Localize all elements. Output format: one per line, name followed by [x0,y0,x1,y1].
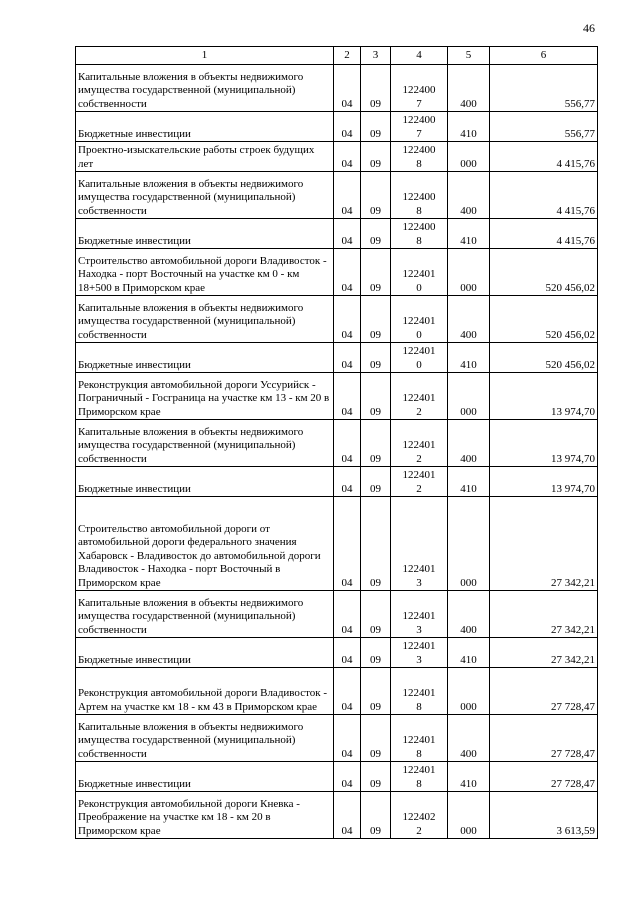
target-code-bottom: 0 [416,281,422,294]
target-code-bottom: 8 [416,700,422,713]
subsection-cell: 09 [361,343,391,373]
section-cell: 04 [334,343,361,373]
target-code-cell [391,715,448,762]
target-code-top: 122400 [402,221,436,234]
section-cell: 04 [334,668,361,715]
amount-cell: 520 456,02 [490,249,598,296]
target-code-bottom: 0 [416,328,422,341]
target-code-cell [391,762,448,792]
target-code-top: 122401 [402,469,436,482]
target-code-bottom: 2 [416,824,422,837]
expense-type-cell: 000 [448,792,490,839]
target-code-bottom: 8 [416,157,422,170]
target-code-cell [391,591,448,638]
header-cell-5: 5 [448,47,490,65]
target-code-bottom: 3 [416,576,422,589]
section-cell: 04 [334,420,361,467]
target-code-top: 122401 [402,345,436,358]
subsection-cell: 09 [361,296,391,343]
target-code-cell [391,420,448,467]
header-cell-6: 6 [490,47,598,65]
target-code-top: 122401 [402,563,436,576]
target-code-top: 122400 [402,114,436,127]
item-name-cell: Бюджетные инвестиции [76,467,334,497]
target-code-bottom: 2 [416,482,422,495]
target-code-cell [391,373,448,420]
amount-cell: 27 342,21 [490,497,598,591]
expense-type-cell: 400 [448,296,490,343]
table-row [76,668,598,715]
table-row [76,296,598,343]
expense-type-cell: 000 [448,142,490,172]
table-row [76,762,598,792]
target-code-top: 122401 [402,392,436,405]
target-code-top: 122400 [402,144,436,157]
target-code-top: 122402 [402,811,436,824]
item-name-cell: Бюджетные инвестиции [76,343,334,373]
item-name-cell: Капитальные вложения в объекты недвижимого имущества государственной (муниципальной) собственности [76,172,334,219]
target-code-cell [391,343,448,373]
target-code-cell [391,638,448,668]
amount-cell: 520 456,02 [490,343,598,373]
target-code-bottom: 7 [416,97,422,110]
item-name-cell: Реконструкция автомобильной дороги Владивосток - Артем на участке км 18 - км 43 в Приморском крае [76,668,334,715]
expense-type-cell: 400 [448,65,490,112]
target-code-cell [391,249,448,296]
table-row [76,172,598,219]
table-row [76,715,598,762]
amount-cell: 4 415,76 [490,142,598,172]
expense-type-cell: 410 [448,112,490,142]
subsection-cell: 09 [361,497,391,591]
target-code-bottom: 8 [416,234,422,247]
item-name-cell: Проектно-изыскательские работы строек будущих лет [76,142,334,172]
section-cell: 04 [334,172,361,219]
expense-type-cell: 400 [448,715,490,762]
header-cell-1: 1 [76,47,334,65]
subsection-cell: 09 [361,219,391,249]
subsection-cell: 09 [361,715,391,762]
target-code-bottom: 0 [416,358,422,371]
section-cell: 04 [334,762,361,792]
target-code-top: 122401 [402,268,436,281]
amount-cell: 27 728,47 [490,715,598,762]
item-name-cell: Капитальные вложения в объекты недвижимого имущества государственной (муниципальной) собственности [76,296,334,343]
expense-type-cell: 410 [448,638,490,668]
target-code-bottom: 2 [416,405,422,418]
amount-cell: 27 728,47 [490,762,598,792]
subsection-cell: 09 [361,792,391,839]
target-code-cell [391,142,448,172]
item-name-cell: Капитальные вложения в объекты недвижимого имущества государственной (муниципальной) собственности [76,591,334,638]
target-code-cell [391,497,448,591]
subsection-cell: 09 [361,638,391,668]
subsection-cell: 09 [361,112,391,142]
table-row [76,638,598,668]
target-code-top: 122401 [402,315,436,328]
amount-cell: 13 974,70 [490,420,598,467]
amount-cell: 4 415,76 [490,219,598,249]
target-code-bottom: 3 [416,653,422,666]
target-code-bottom: 8 [416,747,422,760]
target-code-top: 122401 [402,439,436,452]
table-row [76,591,598,638]
target-code-top: 122401 [402,687,436,700]
amount-cell: 556,77 [490,65,598,112]
target-code-cell [391,467,448,497]
section-cell: 04 [334,638,361,668]
subsection-cell: 09 [361,420,391,467]
expense-type-cell: 000 [448,249,490,296]
table-row [76,112,598,142]
section-cell: 04 [334,65,361,112]
subsection-cell: 09 [361,172,391,219]
subsection-cell: 09 [361,249,391,296]
section-cell: 04 [334,219,361,249]
item-name-cell: Реконструкция автомобильной дороги Кневка - Преображение на участке км 18 - км 20 в Приморском крае [76,792,334,839]
subsection-cell: 09 [361,762,391,792]
target-code-bottom: 2 [416,452,422,465]
target-code-top: 122401 [402,610,436,623]
expense-type-cell: 400 [448,591,490,638]
expense-type-cell: 000 [448,497,490,591]
header-row [76,47,598,65]
item-name-cell: Строительство автомобильной дороги Владивосток - Находка - порт Восточный на участке км 0 - км 18+500 в Приморском крае [76,249,334,296]
table-row [76,792,598,839]
section-cell: 04 [334,249,361,296]
section-cell: 04 [334,142,361,172]
table-row [76,65,598,112]
amount-cell: 13 974,70 [490,373,598,420]
item-name-cell: Капитальные вложения в объекты недвижимого имущества государственной (муниципальной) собственности [76,65,334,112]
table-row [76,373,598,420]
header-cell-4: 4 [391,47,448,65]
expense-type-cell: 410 [448,762,490,792]
amount-cell: 3 613,59 [490,792,598,839]
target-code-bottom: 8 [416,204,422,217]
target-code-bottom: 8 [416,777,422,790]
target-code-top: 122401 [402,734,436,747]
item-name-cell: Бюджетные инвестиции [76,762,334,792]
item-name-cell: Бюджетные инвестиции [76,112,334,142]
item-name-cell: Капитальные вложения в объекты недвижимого имущества государственной (муниципальной) собственности [76,420,334,467]
section-cell: 04 [334,112,361,142]
target-code-cell [391,219,448,249]
amount-cell: 27 342,21 [490,638,598,668]
target-code-cell [391,172,448,219]
expense-type-cell: 000 [448,373,490,420]
expense-type-cell: 410 [448,343,490,373]
amount-cell: 4 415,76 [490,172,598,219]
section-cell: 04 [334,497,361,591]
section-cell: 04 [334,792,361,839]
page-number: 46 [583,21,595,35]
item-name-cell: Строительство автомобильной дороги от автомобильной дороги федерального значения Хабаровск - Владивосток до автомобильной дороги Владивосток - Находка - порт Восточный в Приморском крае [76,497,334,591]
table-row [76,249,598,296]
target-code-cell [391,668,448,715]
table-body [76,65,598,839]
item-name-cell: Реконструкция автомобильной дороги Уссурийск - Пограничный - Госграница на участке км 13 - км 20 в Приморском крае [76,373,334,420]
header-cell-3: 3 [361,47,391,65]
expense-type-cell: 400 [448,420,490,467]
target-code-top: 122400 [402,84,436,97]
expense-type-cell: 000 [448,668,490,715]
section-cell: 04 [334,467,361,497]
target-code-cell [391,112,448,142]
header-cell-2: 2 [334,47,361,65]
table-row [76,467,598,497]
target-code-cell [391,65,448,112]
subsection-cell: 09 [361,668,391,715]
subsection-cell: 09 [361,467,391,497]
expense-type-cell: 410 [448,219,490,249]
target-code-bottom: 3 [416,623,422,636]
table-row [76,420,598,467]
target-code-cell [391,792,448,839]
subsection-cell: 09 [361,142,391,172]
section-cell: 04 [334,373,361,420]
item-name-cell: Бюджетные инвестиции [76,638,334,668]
table-row [76,343,598,373]
subsection-cell: 09 [361,373,391,420]
expense-type-cell: 400 [448,172,490,219]
subsection-cell: 09 [361,591,391,638]
amount-cell: 520 456,02 [490,296,598,343]
amount-cell: 27 728,47 [490,668,598,715]
section-cell: 04 [334,715,361,762]
target-code-top: 122401 [402,764,436,777]
budget-table [75,46,598,839]
target-code-bottom: 7 [416,127,422,140]
amount-cell: 556,77 [490,112,598,142]
table-row [76,219,598,249]
item-name-cell: Бюджетные инвестиции [76,219,334,249]
amount-cell: 27 342,21 [490,591,598,638]
expense-type-cell: 410 [448,467,490,497]
item-name-cell: Капитальные вложения в объекты недвижимого имущества государственной (муниципальной) собственности [76,715,334,762]
section-cell: 04 [334,296,361,343]
amount-cell: 13 974,70 [490,467,598,497]
table-row [76,497,598,591]
subsection-cell: 09 [361,65,391,112]
target-code-top: 122400 [402,191,436,204]
target-code-top: 122401 [402,640,436,653]
section-cell: 04 [334,591,361,638]
target-code-cell [391,296,448,343]
table-row [76,142,598,172]
